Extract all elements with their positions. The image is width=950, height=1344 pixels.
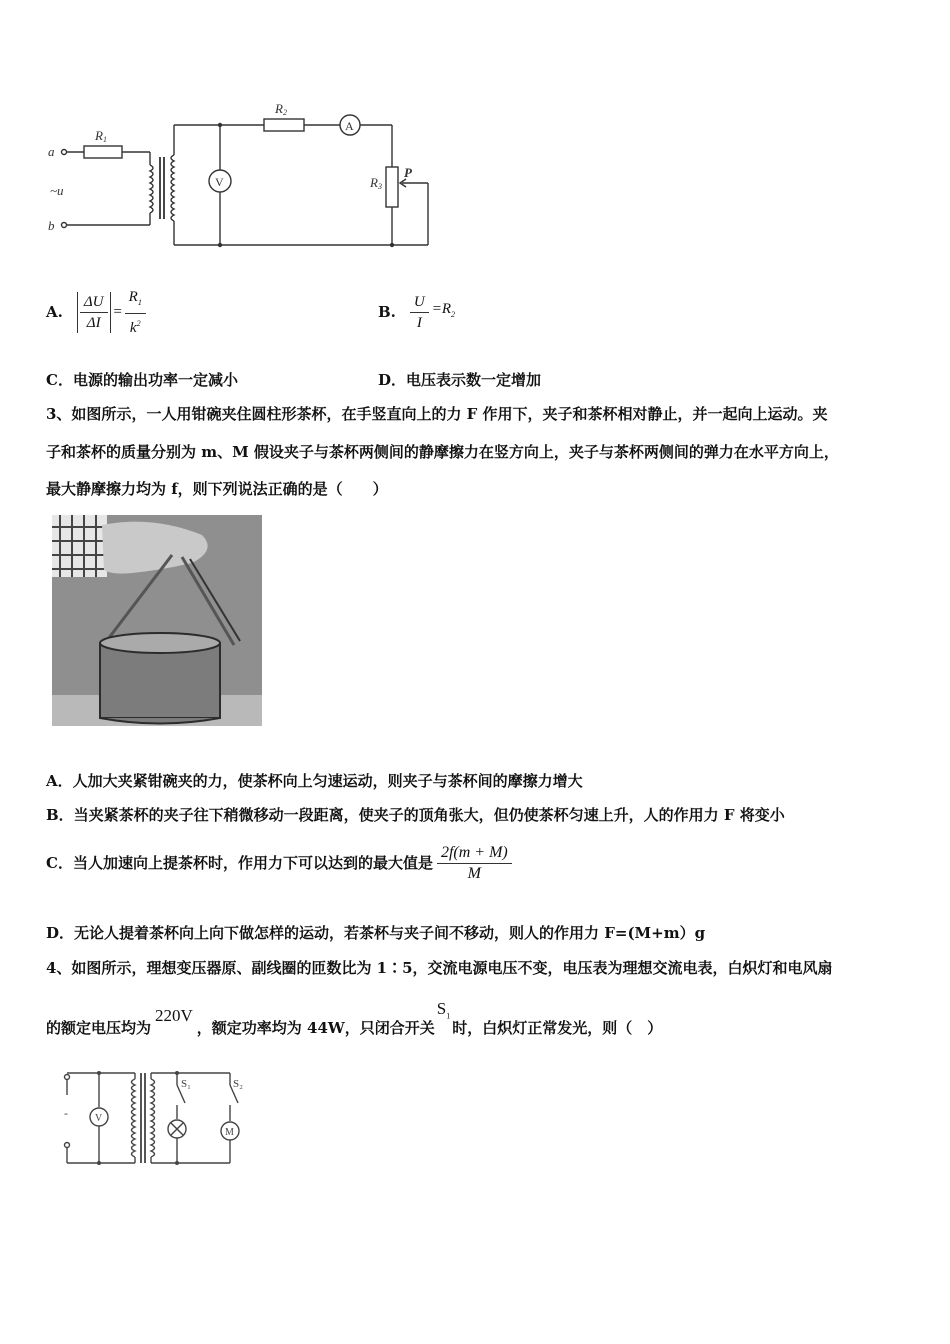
q2-a-fraction: $\frac{\Delta U}{\Delta I}$: [80, 292, 108, 333]
q3-stem-line2: 子和茶杯的质量分别为 m、M 假设夹子与茶杯两侧间的静摩擦力在竖方向上，夹子与茶杯两侧间的弹力在水平方向上，: [46, 443, 839, 461]
circuit-diagram-2: [55, 1065, 255, 1170]
q4-stem-line1: 4、如图所示，理想变压器原、副线圈的匝数比为 1∶5，交流电源电压不变，电压表为理想交流电表，白炽灯和电风扇: [46, 959, 833, 977]
ammeter-label: A: [345, 119, 354, 133]
voltmeter-2-label: V: [95, 1113, 103, 1124]
q3-option-d[interactable]: D．无论人提着茶杯向上向下做怎样的运动，若茶杯与夹子间不移动，则人的作用力 F=(M+m）g: [46, 924, 706, 942]
q2-option-b-label: B.: [378, 303, 396, 321]
q2-option-a[interactable]: A. $\frac{\Delta U}{\Delta I}$ = $\frac{R_1}{k^2}$: [46, 288, 146, 336]
switch-s1: $S_1$: [436, 998, 451, 1020]
r1-label: R1: [95, 128, 107, 144]
r2-label: R2: [275, 101, 287, 117]
motor-label: M: [225, 1127, 234, 1138]
q3-c-fraction: $\frac{2f(m + M)}{M}$: [437, 843, 512, 884]
q2-a-rhs-fraction: $\frac{R_1}{k^2}$: [125, 287, 146, 338]
circuit-diagram-1: [40, 95, 460, 255]
rated-voltage: 220V: [155, 1006, 193, 1025]
q2-b-fraction: $\frac{U}{I}$: [410, 292, 429, 333]
q2-option-d[interactable]: D．电压表示数一定增加: [378, 371, 542, 389]
slider-p-label: P: [404, 165, 412, 180]
source-label: ~u: [50, 183, 64, 198]
terminal-a-label: a: [48, 144, 55, 159]
q3-option-b[interactable]: B．当夹紧茶杯的夹子往下稍微移动一段距离，使夹子的顶角张大，但仍使茶杯匀速上升，人的作用力 F 将变小: [46, 806, 785, 824]
q3-stem-line3: 最大静摩擦力均为 f，则下列说法正确的是（ ）: [46, 480, 388, 498]
q3-option-c[interactable]: [46, 838, 512, 888]
r3-label: R3: [370, 175, 382, 191]
q4-stem-line2: 的额定电压均为 220V ，额定功率均为 44W，只闭合开关 $S_1$ 时，白炽灯正常发光，则（ ）: [46, 998, 663, 1037]
teacup-clamp-photo: [52, 515, 262, 726]
voltmeter-label: V: [215, 175, 224, 189]
s1-label: S₁: [181, 1078, 191, 1090]
q2-option-a-label: A.: [46, 303, 63, 321]
q3-option-a[interactable]: A．人加大夹紧钳碗夹的力，使茶杯向上匀速运动，则夹子与茶杯间的摩擦力增大: [46, 772, 583, 790]
source-minus-label: -: [64, 1106, 68, 1120]
terminal-b-label: b: [48, 218, 55, 233]
q3-option-c-text: C．当人加速向上提茶杯时，作用力下可以达到的最大值是: [46, 854, 433, 872]
q3-stem-line1: 3、如图所示，一人用钳碗夹住圆柱形茶杯，在手竖直向上的力 F 作用下，夹子和茶杯相对静止，并一起向上运动。夹: [46, 405, 828, 423]
q2-option-c[interactable]: C．电源的输出功率一定减小: [46, 371, 238, 389]
q2-option-b[interactable]: B. $\frac{U}{I}$ $=R_2$: [378, 293, 456, 331]
s2-label: S₂: [233, 1078, 243, 1090]
